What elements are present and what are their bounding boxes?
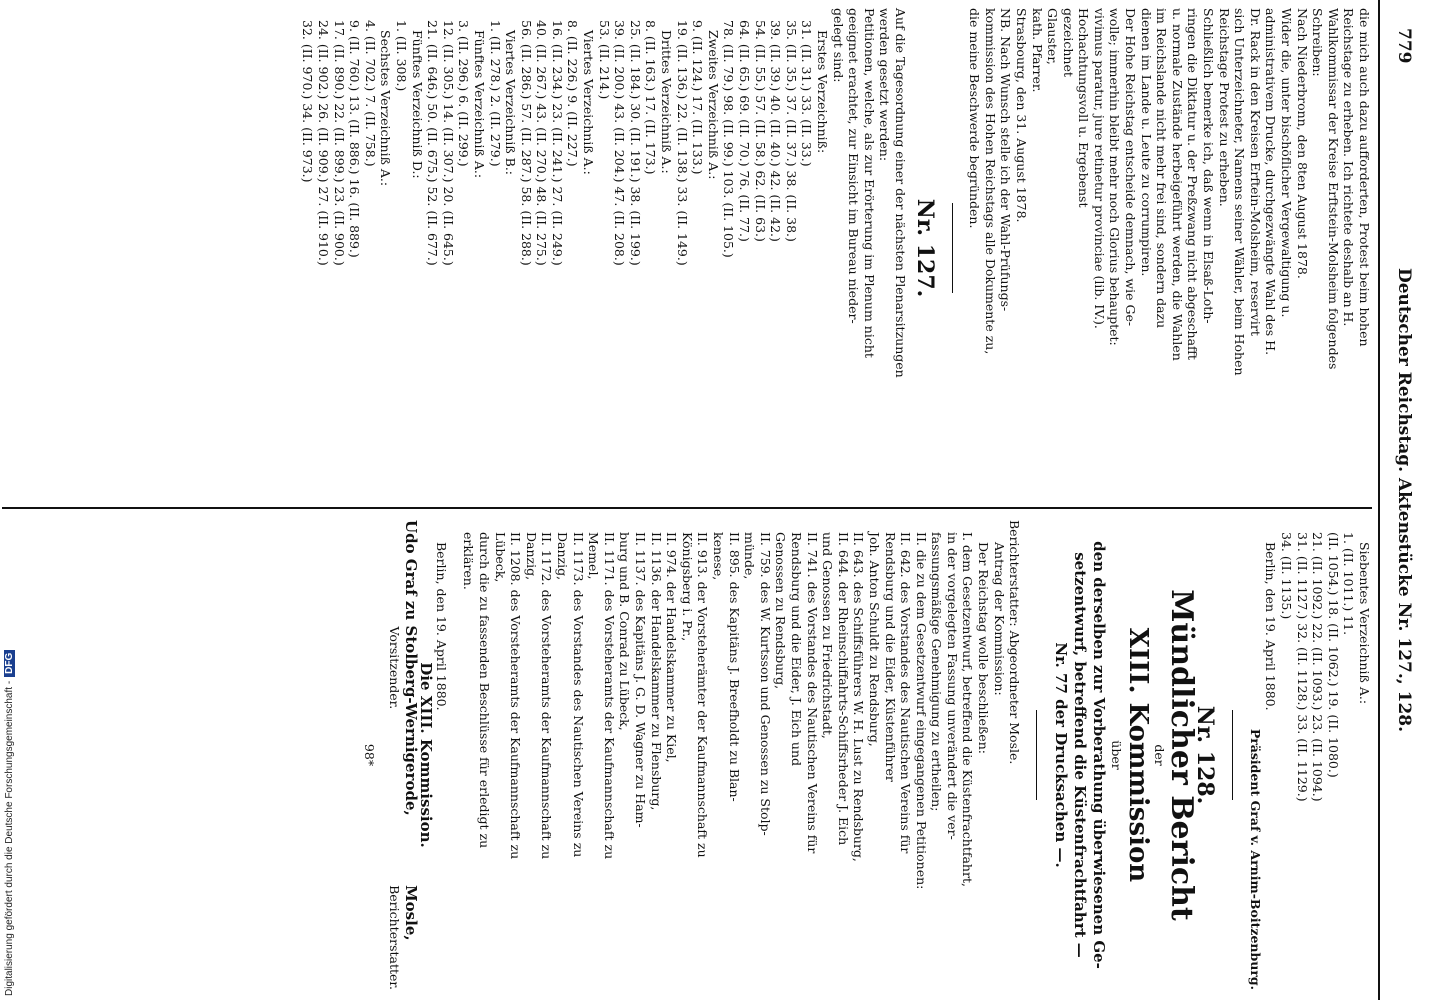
list-item: 21. (II. 1092.) 22. (II. 1093.) 23. (II. 1094.) (1310, 532, 1326, 802)
text-line: in der vorgelegten Fassung unverändert die ver- (944, 532, 960, 840)
list-item: 1. (II. 1011.) 11. (1341, 532, 1357, 636)
text-line: die mich auch dazu aufforderten, Protest beim hohen (1357, 8, 1372, 347)
text-line: Wahlkommissar der Kreise Erftstein-Molsheim folgendes (1325, 8, 1341, 370)
divider (1232, 710, 1233, 800)
list-item: 32. (II. 970.) 34. (II. 973.) (300, 20, 316, 183)
list-item: 39. (II. 39.) 40. (II. 40.) 42. (II. 42.) (768, 20, 784, 242)
text-line: den derselben zur Vorberathung überwiesenen Ge- (1090, 541, 1109, 969)
text-line: die meine Beschwerde begründen. (967, 8, 983, 229)
text-line: und Genossen zu Friedrichstadt, (820, 532, 836, 739)
text-line: dienen im Lande u. Leute zu corrumpiren. (1138, 8, 1154, 277)
letter-text (967, 8, 1372, 488)
divider (1036, 710, 1037, 800)
list-item: 35. (II. 35.) 37. (II. 37.) 38. (II. 38.) (783, 20, 799, 242)
page-number: 779 (1394, 28, 1414, 64)
signatures (387, 520, 418, 990)
text-line: II. 642. des Vorstandes des Nautischen Vereins für (898, 532, 914, 854)
list-title: Drittes Verzeichniß A.: (659, 30, 675, 174)
list-item: 8. (II. 163.) 17. (II. 173.) (643, 20, 659, 175)
text-line: II. 1136. der Handelskammer zu Flensburg, (648, 532, 664, 811)
running-title: Deutscher Reichstag. Aktenstücke Nr. 127., 128. (1394, 267, 1414, 733)
list-item: 1. (II. 278.) 2. (II. 279.) (487, 20, 503, 167)
text-line: II. 1172. des Vorsteheramts der Kaufmannschaft zu (539, 532, 555, 860)
text-line: Strasbourg, den 31. August 1878. (1013, 8, 1029, 223)
list-title: Fünftes Verzeichniß A.: (471, 30, 487, 179)
text-line: II. 1171. des Vorsteheramts der Kaufmannschaft zu (601, 532, 617, 860)
list-item: 25. (II. 184.) 30. (II. 191.) 38. (II. 199.) (627, 20, 643, 266)
list-item: 24. (II. 902.) 26. (II. 909.) 27. (II. 910.) (316, 20, 331, 266)
dfg-logo: DFG (4, 650, 15, 677)
sheet-mark: 98* (361, 743, 377, 767)
text-line: durch die zu fassenden Beschlüsse für erledigt zu (477, 532, 493, 849)
text-line: II. 759. des W. Kurtsson und Genossen zu Stolp- (757, 532, 773, 836)
text-line: wolle; immerhin bleibt mehr noch Glorius behauptet: (1107, 8, 1123, 346)
text-line: NB. Nach Wunsch stelle ich der Wahl-Prüfungs- (998, 8, 1014, 312)
text-line: Lübeck, (492, 532, 508, 583)
list-item: 31. (II. 1127.) 32. (II. 1128.) 33. (II. 1129.) (1294, 532, 1310, 802)
list-item: 4. (II. 702.) 7. (II. 758.) (362, 20, 378, 167)
list-item: 34. (II. 1135.) (1279, 532, 1295, 620)
text-line: fassungsmäßige Genehmigung zu ertheilen; (929, 532, 945, 812)
list-item: 16. (II. 234.) 23. (II. 241.) 27. (II. 249.) (549, 20, 565, 266)
text-line: Petitionen, welche, als zur Erörterung im Plenum nicht (861, 8, 877, 358)
list-title: Sechstes Verzeichniß A.: (378, 30, 394, 187)
text-line: erklären. (461, 532, 477, 590)
text-line: II. 644. der Rheinschiffahrts-Schiffsrheder J. Eich (835, 532, 851, 846)
list-item: 54. (II. 55.) 57. (II. 58.) 62. (II. 63.) (752, 20, 768, 242)
column-divider (2, 507, 1372, 509)
text-line: im Reichslande nicht mehr frei sind, sondern dazu (1154, 8, 1170, 329)
text-line: burg und B. Conrad zu Lübeck, (617, 532, 633, 731)
right-column (361, 520, 1372, 990)
text-line: Der Hohe Reichstag entscheide demnach, wie Ge- (1123, 8, 1139, 327)
list-item: 9. (II. 124.) 17. (II. 133.) (690, 20, 706, 175)
list-title: Siebentes Verzeichniß A.: (1357, 542, 1372, 705)
list-item: 9. (II. 760.) 13. (II. 886.) 16. (II. 889.) (347, 20, 363, 258)
text-line: II. 913. der Vorsteherämter der Kaufmannschaft zu (695, 532, 711, 858)
text-line: II. 1173. des Vorstandes des Nautischen Vereins zu (570, 532, 586, 858)
text-line: II. 1137. des Kapitäns J. G. D. Wagner zu Ham- (633, 532, 649, 828)
list-item: 17. (II. 890.) 22. (II. 899.) 23. (II. 900.) (331, 20, 347, 266)
text-line: Königsberg i. Pr., (679, 532, 695, 642)
list-item: 64. (II. 65.) 69. (II. 70.) 76. (II. 77.) (737, 20, 753, 242)
list-item: 19. (II. 136.) 22. (II. 138.) 33. (II. 149.) (674, 20, 690, 266)
text-line: Nach Niederbronn, den 8ten August 1878. (1294, 8, 1310, 279)
list-item: 12. (II. 305.) 14. (II. 307.) 20. (II. 645.) (440, 20, 456, 266)
page-header (1378, 0, 1432, 1000)
list-title: Viertes Verzeichniß A.: (581, 30, 597, 175)
ueber-word: über (1108, 740, 1124, 770)
text-line: sich Unterzeichneter, Namens seiner Wähler, beim Hohen (1232, 8, 1248, 376)
text-line: II. 974. der Handelskammer zu Kiel, (664, 532, 680, 763)
text-line: u. normale Zustände herbeigeführt werden, die Wahlen (1169, 8, 1185, 361)
list-item: 1. (II. 308.) (393, 20, 409, 92)
list-item: 56. (II. 286.) 57. (II. 287.) 58. (II. 288.) (518, 20, 534, 266)
text-line: Hochachtungsvoll u. Ergebenst (1076, 8, 1092, 208)
text-line: Danzig, (555, 532, 571, 581)
reporter-line: Berichterstatter: Abgeordneter Mosle. (1007, 520, 1023, 765)
report-items (461, 520, 976, 990)
text-line: Schließlich bemerke ich, daß wenn in Elsaß-Loth- (1201, 8, 1217, 324)
text-line: Dr. Rack in den Kreisen Erftein-Molsheim, reservirt (1247, 8, 1263, 336)
divider (952, 203, 953, 293)
petition-lists (300, 8, 830, 488)
list-item: 21. (II. 646.) 50. (II. 675.) 52. (II. 677.) (425, 20, 441, 266)
text-line: vivimus paratur, jure retinetur provinciae (lib. IV.). (1091, 8, 1107, 329)
date-line: Berlin, den 19. April 1880. (1263, 542, 1279, 711)
text-line: II. 741. des Vorstandes des Nautischen Vereins für (804, 532, 820, 854)
text-line: Reichstage zu erheben. Ich richtete deshalb an H. (1341, 8, 1357, 327)
text-line: gelegt sind: (830, 8, 846, 83)
text-line: II. 643. des Schiffsführers W. H. Lust zu Rendsburg, (851, 532, 867, 862)
text-line: Nr. 77 der Drucksachen —. (1052, 642, 1071, 868)
text-line: Memel, (586, 532, 602, 580)
list-item: 8. (II. 226.) 9. (II. 227.) (565, 20, 581, 167)
list-item: 3. (II. 296.) 6. (II. 299.) (456, 20, 472, 167)
subject-lines (1051, 520, 1108, 990)
text-line: kath. Pfarrer. (1029, 8, 1045, 93)
text-line: kenese, (711, 532, 726, 581)
text-line: Wider die, unter bischöflicher Vergewaltigung u. (1279, 8, 1295, 318)
list-item: (II. 1054.) 18. (II. 1062.) 19. (II. 1080.) (1325, 532, 1341, 778)
nr-127-heading: Nr. 127. (911, 198, 938, 298)
text-line: münde, (742, 532, 758, 580)
list-item: 31. (II. 31.) 33. (II. 33.) (799, 20, 815, 167)
list-item: 53. (II. 214.) (596, 20, 612, 100)
text-line: II. 1208. des Vorsteheramts der Kaufmannschaft zu (508, 532, 524, 860)
text-line: gezeichnet (1060, 8, 1076, 77)
date-line-2: Berlin, den 19. April 1880. (433, 542, 449, 711)
report-title: Mündlicher Bericht (1163, 589, 1199, 921)
left-column (300, 8, 1372, 488)
signature-president: Präsident Graf v. Arnim-Boitzenburg. (1247, 728, 1263, 990)
antrag-line: Antrag der Kommission: (991, 542, 1007, 696)
text-line: II. die zu dem Gesetzentwurf eingegangenen Petitionen: (913, 532, 929, 890)
signature-reporter: Mosle, (401, 885, 420, 941)
text-line: Rendsburg und die Eider, J. Eich und (788, 532, 804, 767)
text-line: kommission des Hohen Reichstags alle Dokumente zu, (982, 8, 998, 355)
petition-lists-cont (1278, 520, 1372, 990)
text-line: ringen die Diktatur u. der Preßzwang nicht abgeschafft (1185, 8, 1201, 360)
der-word: der (1152, 744, 1168, 766)
text-line: Schreiben: (1310, 8, 1326, 77)
intro-line: Der Reichstag wolle beschließen: (976, 542, 992, 754)
list-item: 39. (II. 200.) 43. (II. 204.) 47. (II. 208.) (612, 20, 628, 266)
text-line: setzentwurf, betreffend die Küstenfrachtfahrt — (1071, 552, 1090, 958)
signature-chair: Udo Graf zu Stolberg-Wernigerode, (401, 520, 420, 816)
text-line: II. 895. des Kapitäns J. Breefholdt zu Blan- (726, 532, 742, 802)
signature-chair-role: Vorsitzender. (387, 626, 403, 710)
text-line: Glauster, (1045, 8, 1061, 65)
nr-128-heading: Nr. 128. (1192, 705, 1219, 805)
list-title: Zweites Verzeichniß A.: (705, 30, 721, 180)
nr-127-intro (830, 8, 908, 488)
text-line: geeignet erachtet, zur Einsicht im Bureau nieder- (846, 8, 862, 324)
list-title: Viertes Verzeichniß B.: (503, 30, 519, 176)
text-line: werden gesetzt werden: (877, 8, 893, 162)
text-line: Danzig, (523, 532, 539, 581)
text-line: Joh. Anton Schuldt zu Rendsburg, (866, 532, 882, 747)
commission-footer: Die XIII. Kommission. (417, 662, 436, 848)
list-item: 78. (II. 79.) 98. (II. 99.) 103. (II. 105.) (721, 20, 737, 258)
text-line: Genossen zu Rendsburg, (773, 532, 789, 690)
list-title: Erstes Verzeichniß: (815, 30, 830, 154)
text-line: Reichstage Protest zu erheben. (1216, 8, 1232, 207)
list-item: 40. (II. 267.) 43. (II. 270.) 48. (II. 275.) (534, 20, 550, 266)
list-title: Fünftes Verzeichniß D.: (409, 30, 425, 179)
signature-reporter-role: Berichterstatter. (387, 885, 403, 990)
commission-title: XIII. Kommission (1123, 627, 1154, 883)
text-line: I. dem Gesetzentwurf, betreffend die Küstenfrachtfahrt, (960, 532, 976, 887)
text-line: Rendsburg und die Eider, Küstenführer (882, 532, 898, 782)
credit-text: Digitalisierung gefördert durch die Deutsche Forschungsgemeinschaft - (4, 680, 15, 996)
text-line: administrativem Drucke, durchgezwängte Wahl des H. (1263, 8, 1279, 356)
text-line: Auf die Tagesordnung einer der nächsten Plenarsitzungen (892, 8, 908, 378)
